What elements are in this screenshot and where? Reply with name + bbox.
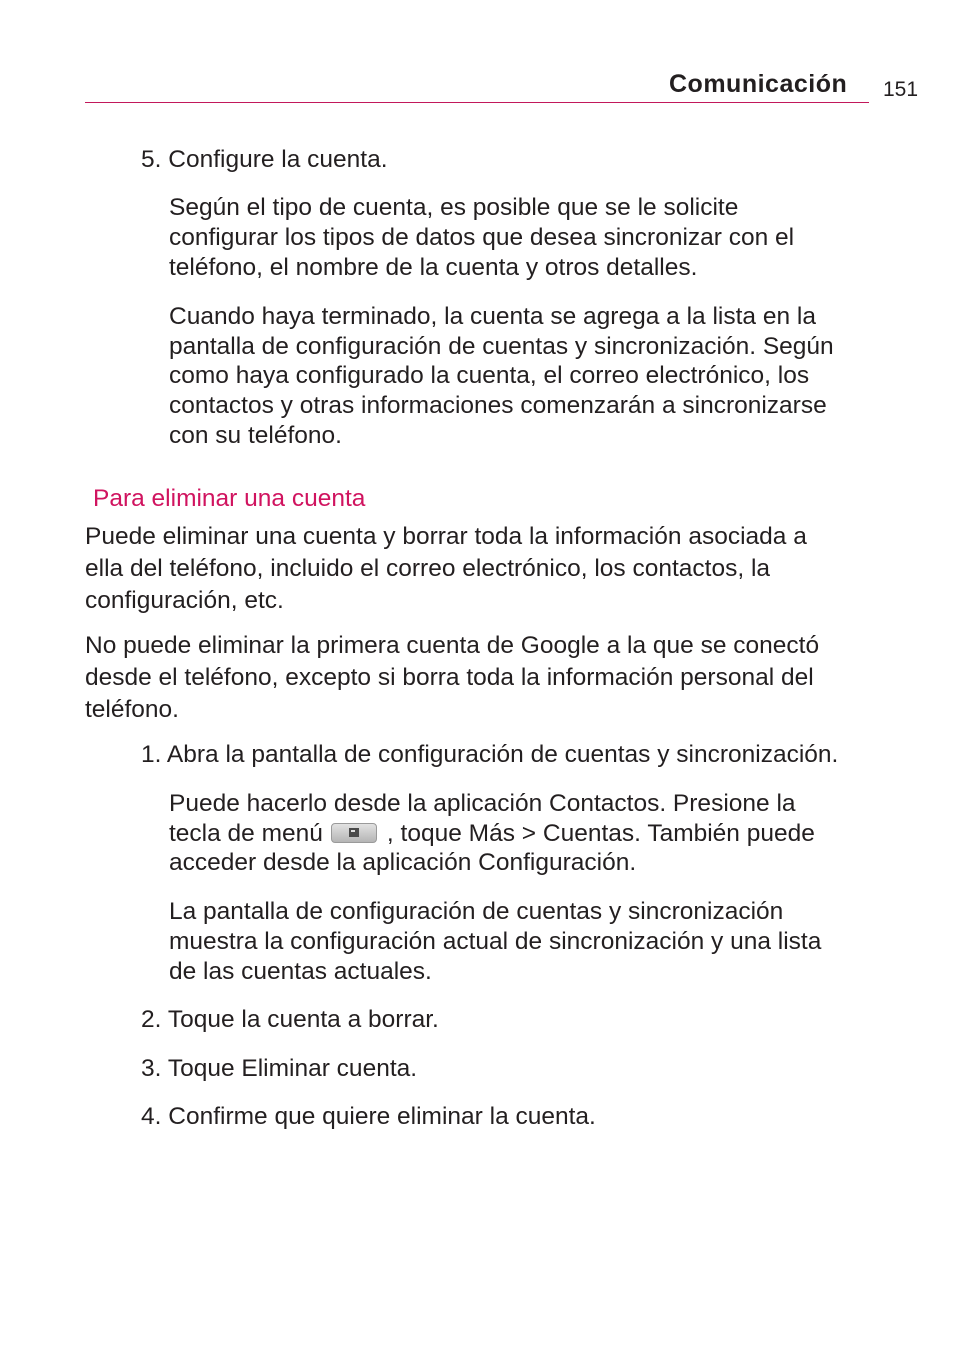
step-text: Configure la cuenta. xyxy=(168,146,388,173)
paragraph-line: muestra la configuración actual de sincronización y una lista xyxy=(169,928,822,955)
step-number: 1. xyxy=(141,741,162,768)
step-text: Confirme que quiere eliminar la cuenta. xyxy=(168,1103,596,1130)
step-number: 5. xyxy=(141,146,162,173)
paragraph-line: Según el tipo de cuenta, es posible que se le solicite xyxy=(169,194,739,221)
step-suffix: . xyxy=(410,1055,418,1082)
paragraph-line: No puede eliminar la primera cuenta de Google a la que se conectó xyxy=(85,632,820,659)
paragraph-line: teléfono. xyxy=(85,696,179,723)
paragraph-line: como haya configurado la cuenta, el correo electrónico, los xyxy=(169,362,810,389)
paragraph-line: teléfono, el nombre de la cuenta y otros detalles. xyxy=(169,254,698,281)
touch-prefix: , toque xyxy=(386,820,462,847)
step-1 xyxy=(141,740,838,770)
paragraph-line: de las cuentas actuales. xyxy=(169,958,432,985)
menu-key-label: tecla de menú xyxy=(169,820,323,847)
page-number: 151 xyxy=(883,78,919,101)
paragraph-line: La pantalla de configuración de cuentas y sincronización xyxy=(169,898,784,925)
step-prefix: Toque xyxy=(167,1055,235,1082)
paragraph-line: desde el teléfono, excepto si borra toda la información personal del xyxy=(85,664,814,691)
delete-account-label: Eliminar cuenta xyxy=(241,1055,411,1082)
line-suffix: . También puede xyxy=(634,820,815,847)
subheading-delete-account: Para eliminar una cuenta xyxy=(93,485,366,512)
step-5 xyxy=(141,145,388,175)
paragraph-line: Puede eliminar una cuenta y borrar toda la información asociada a xyxy=(85,523,807,550)
paragraph-line: contactos y otras informaciones comenzarán a sincronizarse xyxy=(169,392,827,419)
paragraph-line: pantalla de configuración de cuentas y sincronización. Según xyxy=(169,333,834,360)
step-number: 2. xyxy=(141,1006,162,1033)
header-divider xyxy=(85,102,869,103)
paragraph-line: con su teléfono. xyxy=(169,422,342,449)
step-3 xyxy=(141,1054,417,1084)
paragraph-line: acceder desde la aplicación Configuración. xyxy=(169,849,637,876)
paragraph-line-with-menu-key xyxy=(169,819,815,849)
step-text: Abra la pantalla de configuración de cuentas y sincronización. xyxy=(166,741,839,768)
paragraph-line: ella del teléfono, incluido el correo electrónico, los contactos, la xyxy=(85,555,771,582)
accounts-label: Cuentas xyxy=(542,820,635,847)
step-text: Toque la cuenta a borrar. xyxy=(167,1006,439,1033)
step-number: 3. xyxy=(141,1055,162,1082)
step-number: 4. xyxy=(141,1103,162,1130)
section-title: Comunicación xyxy=(669,70,848,98)
paragraph-line: configurar los tipos de datos que desea sincronizar con el xyxy=(169,224,795,251)
step-4 xyxy=(141,1102,596,1132)
more-label: Más xyxy=(468,820,515,847)
paragraph-line: configuración, etc. xyxy=(85,587,284,614)
menu-key-icon xyxy=(331,823,377,843)
paragraph-line: Cuando haya terminado, la cuenta se agrega a la lista en la xyxy=(169,303,816,330)
paragraph-line: Puede hacerlo desde la aplicación Contactos. Presione la xyxy=(169,790,796,817)
separator: > xyxy=(521,820,537,847)
step-2 xyxy=(141,1005,439,1035)
